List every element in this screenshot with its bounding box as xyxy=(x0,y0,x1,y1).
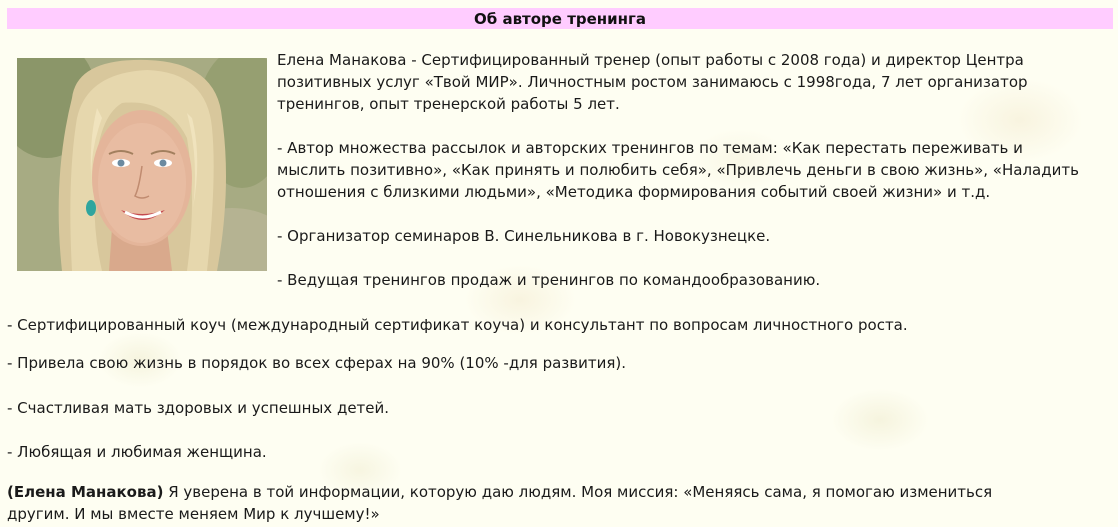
section-title: Об авторе тренинга xyxy=(7,8,1113,29)
woman-item: - Любящая и любимая женщина. xyxy=(7,443,267,461)
bio-line-2: позитивных услуг «Твой МИР». Личностным ростом занимаюсь с 1998года, 7 лет организатор xyxy=(277,73,1028,91)
bio-line-3: тренингов, опыт тренерской работы 5 лет. xyxy=(277,95,620,113)
trainer-item: - Ведущая тренингов продаж и тренингов по командообразованию. xyxy=(277,271,821,289)
mission-line-2: другим. И мы вместе меняем Мир к лучшему!» xyxy=(7,505,380,523)
bio-line-1: Елена Манакова - Сертифицированный тренер (опыт работы с 2008 года) и директор Центра xyxy=(277,51,1024,69)
mission-statement xyxy=(7,481,992,525)
organizer-item: - Организатор семинаров В. Синельникова в г. Новокузнецке. xyxy=(277,227,771,245)
mission-line-1: Я уверена в той информации, которую даю людям. Моя миссия: «Меняясь сама, я помогаю измениться xyxy=(163,483,993,501)
mission-author-name: (Елена Манакова) xyxy=(7,483,164,501)
topics-line-1: - Автор множества рассылок и авторских тренингов по темам: «Как перестать переживать и xyxy=(277,139,1023,157)
author-portrait-icon xyxy=(17,58,267,271)
topics-line-3: отношения с близкими людьми», «Методика формирования событий своей жизни» и т.д. xyxy=(277,183,991,201)
order-item: - Привела свою жизнь в порядок во всех сферах на 90% (10% -для развития). xyxy=(7,354,626,372)
mother-item: - Счастливая мать здоровых и успешных детей. xyxy=(7,399,390,417)
coach-item: - Сертифицированный коуч (международный сертификат коуча) и консультант по вопросам личностного роста. xyxy=(7,316,908,334)
author-photo xyxy=(17,58,267,271)
topics-line-2: мыслить позитивно», «Как принять и полюбить себя», «Привлечь деньги в свою жизнь», «Наладить xyxy=(277,161,1079,179)
